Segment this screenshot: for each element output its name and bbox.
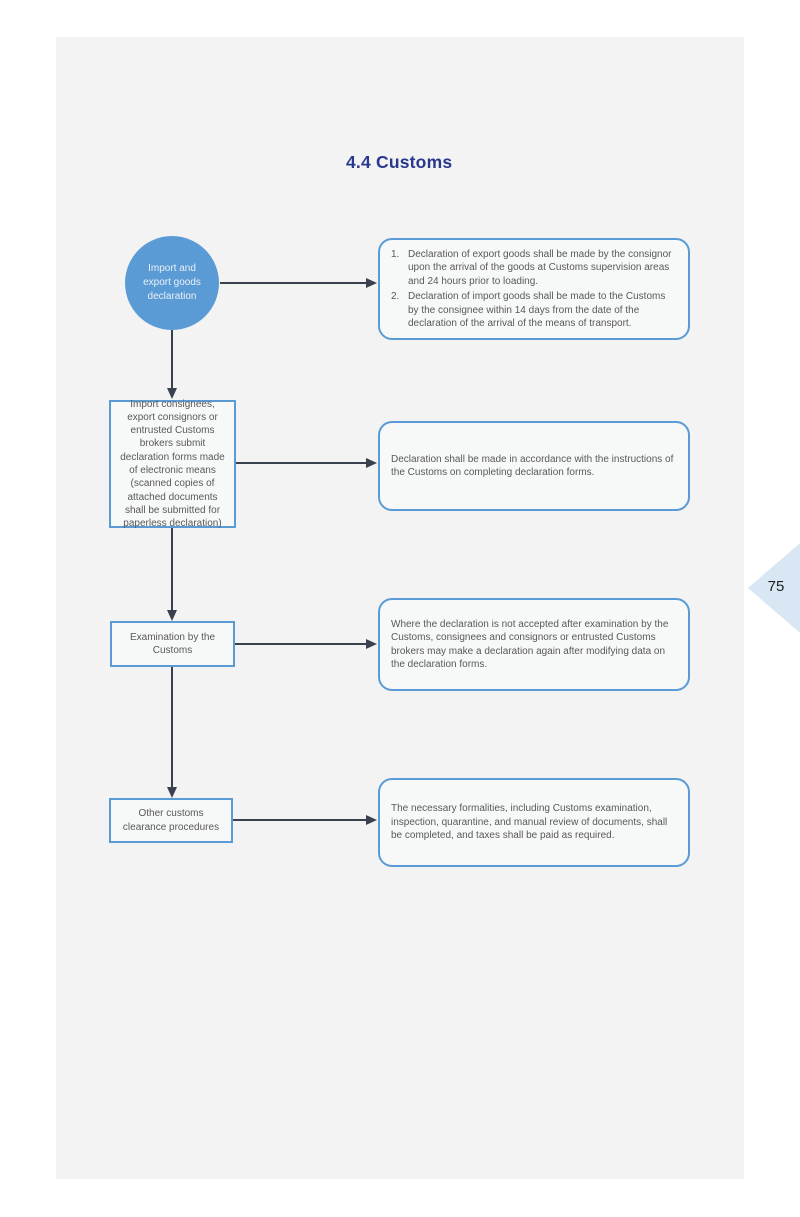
- note-item-text: Declaration of export goods shall be made by the consignor upon the arrival of the goods at Customs supervision areas and 24 hours prior to loading.: [408, 248, 672, 287]
- flowchart-step-examination: [110, 621, 235, 667]
- step-label: Other customs clearance procedures: [122, 808, 220, 833]
- page-title: 4.4 Customs: [346, 152, 453, 172]
- note-examination: [378, 598, 690, 691]
- note-list: [391, 248, 678, 331]
- flowchart-start-node: [125, 236, 219, 330]
- step-label: Examination by the Customs: [129, 631, 216, 656]
- note-text: The necessary formalities, including Customs examination, inspection, quarantine, and manual review of documents, shall be completed, and taxes shall be paid as required.: [391, 803, 668, 842]
- note-list-item: [391, 290, 678, 331]
- note-text: Declaration shall be made in accordance with the instructions of the Customs on completing declaration forms.: [391, 453, 674, 478]
- flowchart-step-other-procedures: [109, 798, 233, 843]
- note-list-item: [391, 248, 678, 289]
- note-text: Where the declaration is not accepted after examination by the Customs, consignees and consignors or entrusted Customs brokers may make a declaration again after modifying data on the declaration forms.: [391, 618, 669, 670]
- note-declaration-rules: [378, 238, 690, 340]
- note-item-number: 2.: [391, 291, 400, 302]
- note-instructions: [378, 421, 690, 511]
- note-item-text: Declaration of import goods shall be made to the Customs by the consignee within 14 days from the date of the declaration of the arrival of the means of transport.: [408, 291, 666, 329]
- step-label: Import consignees, export consignors or entrusted Customs brokers submit declaration forms made of electronic means (scanned copies of attached documents shall be submitted for paperless declaration): [120, 398, 225, 530]
- note-formalities: [378, 778, 690, 867]
- start-node-label: Import and export goods declaration: [143, 263, 201, 302]
- note-item-number: 1.: [391, 248, 400, 260]
- flowchart-step-submit-declaration: [109, 400, 236, 528]
- page-number: 75: [767, 578, 785, 595]
